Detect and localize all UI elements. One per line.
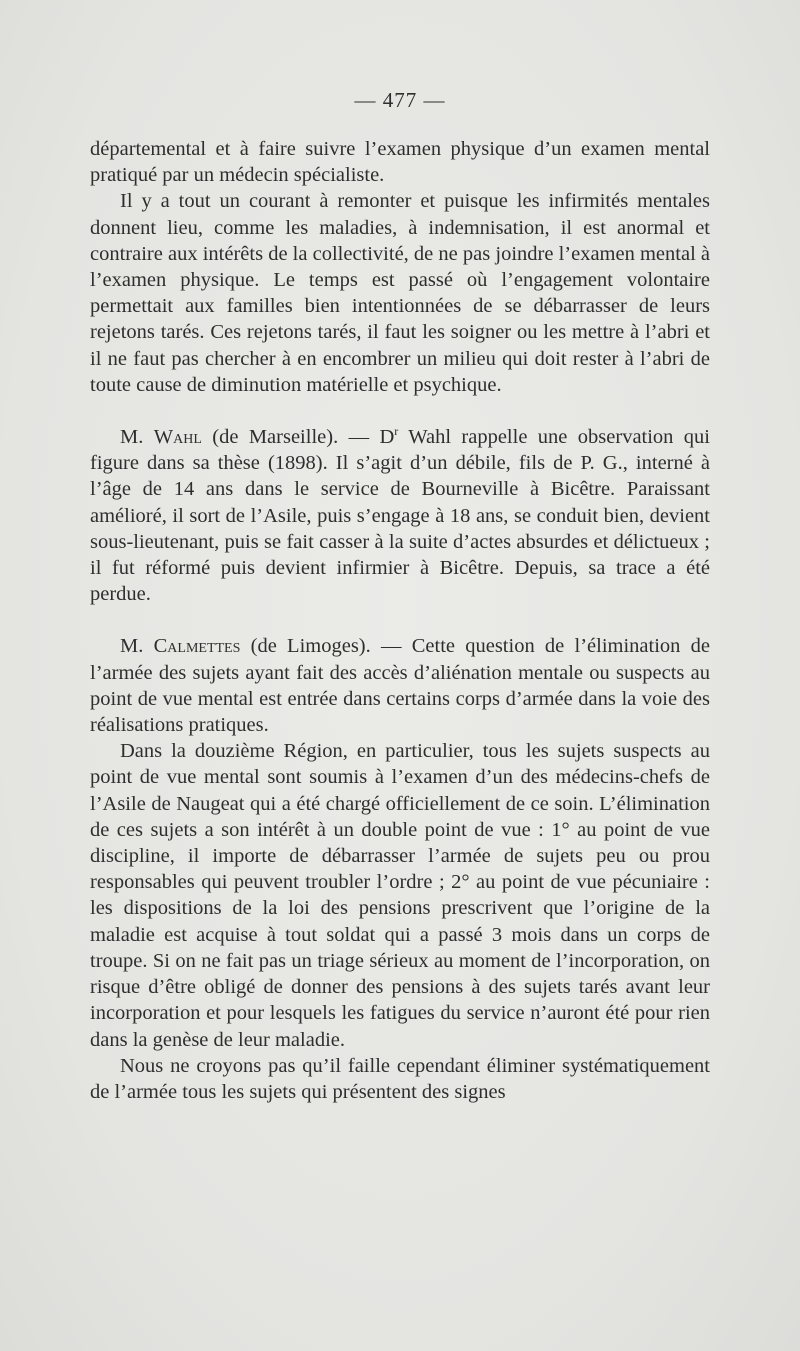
paragraph-infirmites: Il y a tout un courant à remonter et puisque les infirmités mentales donnent lieu, comme les maladies, à indemnisation, il est anormal et contraire aux intérêts de la collectivité, de ne pas joindre l’examen mental à l’examen physique. Le temps est passé où l’engagement volontaire permettait aux familles bien intentionnées de se débarrasser de leurs rejetons tarés. Ces rejetons tarés, il faut les soigner ou les mettre à l’abri et il ne faut pas chercher à en encombrer un milieu qui doit rester à l’abri de toute cause de diminution matérielle et psychique. xyxy=(90,190,710,396)
speaker-place: (de Marseille). — D xyxy=(212,426,395,449)
speaker-title: M. xyxy=(120,426,144,449)
doctor-abbrev-sup: r xyxy=(394,424,399,439)
paragraph-calmettes xyxy=(90,633,710,738)
paragraph-douzieme-region: Dans la douzième Région, en particulier, tous les sujets suspects au point de vue mental sont soumis à l’examen d’un des médecins-chefs de l’Asile de Naugeat qui a été chargé officiellement de ce soin. L’élimination de ces sujets a son intérêt à un double point de vue : 1° au point de vue discipline, il importe de débarrasser l’armée de sujets peu ou prou responsables qui peuvent troubler l’ordre ; 2° au point de vue pécuniaire : les dispositions de la loi des pensions prescrivent que l’origine de la maladie est acquise à tout soldat qui a passé 3 mois dans un corps de troupe. Si on ne fait pas un triage sérieux au moment de l’incorporation, on risque d’être obligé de donner des pensions à des sujets tarés avant leur incorporation et pour lesquels les fatigues du service n’auront été pour rien dans la genèse de leur maladie. xyxy=(90,740,710,1051)
calmettes-text: (de Limoges). — Cette question de l’élimination de l’armée des sujets ayant fait des accès d’aliénation mentale ou suspects au point de vue mental est entrée dans certains corps d’armée dans la voie des réalisations pratiques. xyxy=(90,635,711,737)
wahl-text: Wahl rappelle une observation qui figure dans sa thèse (1898). Il s’agit d’un débile, fils de P. G., interné à l’âge de 14 ans dans le service de Bourneville à Bicêtre. Paraissant amélioré, il sort de l’Asile, puis s’engage à 18 ans, se conduit bien, devient sous-lieutenant, puis se fait casser à la suite d’actes absurdes et délictueux ; il fut réformé puis devient infirmier à Bicêtre. Depuis, sa trace a été perdue. xyxy=(90,426,711,606)
speaker-name-wahl: Wahl xyxy=(153,426,202,449)
paragraph-continuation: départemental et à faire suivre l’examen physique d’un examen mental pratiqué par un médecin spécialiste. xyxy=(90,138,710,187)
page-number: — 477 — xyxy=(354,88,446,112)
paragraph-wahl xyxy=(90,424,710,607)
speaker-title: M. xyxy=(120,635,144,658)
paragraph-nous-ne-croyons: Nous ne croyons pas qu’il faille cependant éliminer systématiquement de l’armée tous les sujets qui présentent des signes xyxy=(90,1054,710,1103)
speaker-name-calmettes: Calmettes xyxy=(153,635,241,658)
page-body xyxy=(90,136,710,1105)
